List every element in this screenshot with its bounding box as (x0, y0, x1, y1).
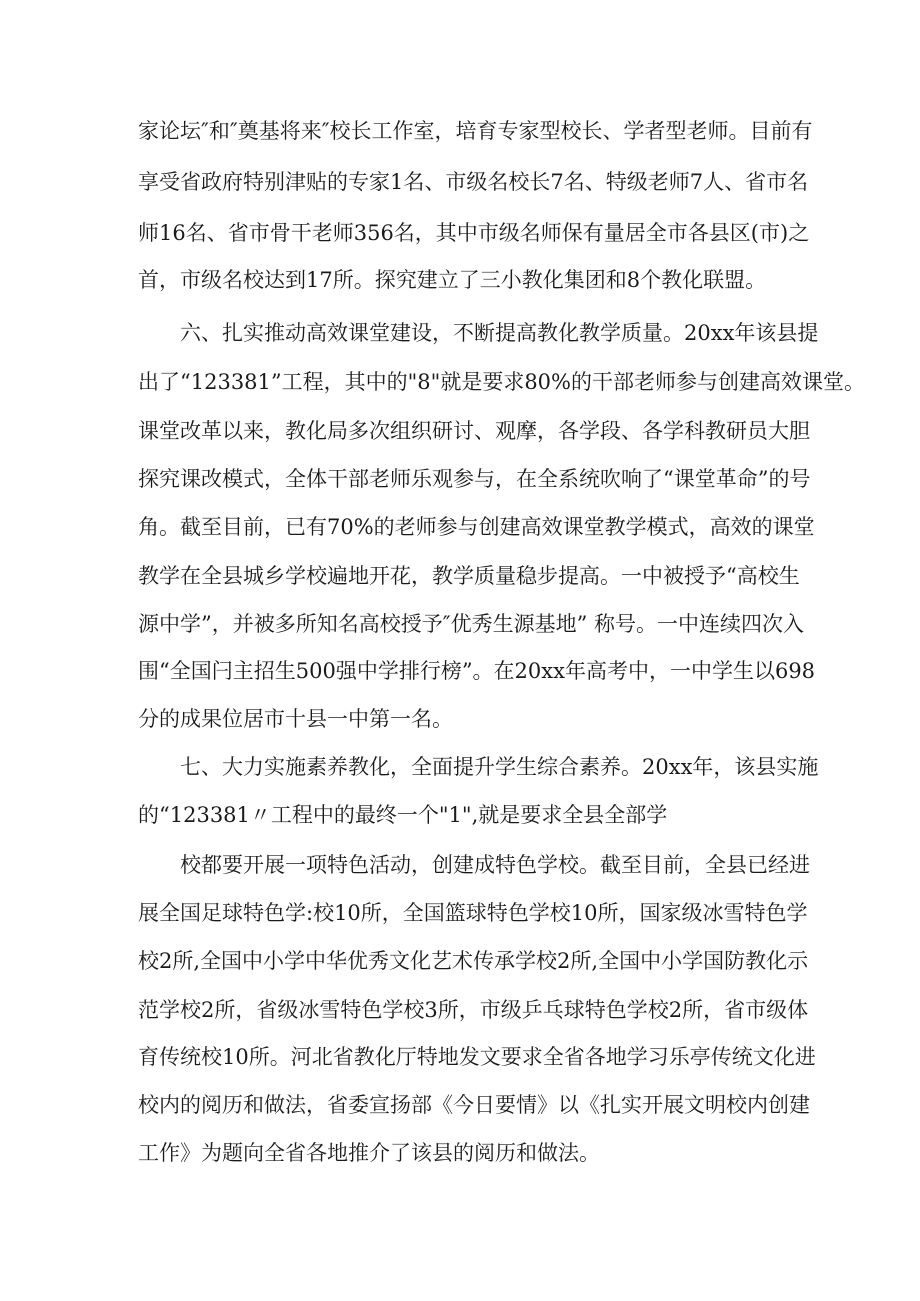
text-line: 校内的阅历和做法，省委宣扬部《今日要情》以《扎实开展文明校内创建 (138, 1093, 810, 1117)
text-line: 围“全国闩主招生500强中学排行榜”。在20xx年高考中，一中学生以698 (138, 659, 816, 683)
text-line: 展全国足球特色学:校10所，全国篮球特色学校10所，国家级冰雪特色学 (138, 901, 808, 925)
text-line: 师16名、省市骨干老师356名，其中市级名师保有量居全市各县区(市)之 (138, 221, 810, 245)
paragraph-seven-first-line: 七、大力实施素养教化，全面提升学生综合素养。20xx年，该县实施 (180, 755, 819, 779)
text-line: 角。截至目前，已有70%的老师参与创建高效课堂教学模式，高效的课堂 (138, 515, 815, 539)
text-line: 课堂改革以来，教化局多次组织研讨、观摩，各学段、各学科教研员大胆 (138, 419, 810, 443)
text-line: 家论坛″和″奠基将来″校长工作室，培育专家型校长、学者型老师。目前有 (138, 119, 813, 143)
text-line: 探究课改模式，全体干部老师乐观参与，在全系统吹响了“课堂革命”的号 (138, 467, 811, 491)
text-line: 工作》为题向全省各地推介了该县的阅历和做法。 (138, 1141, 600, 1165)
paragraph-continuation-first-line: 校都要开展一项特色活动，创建成特色学校。截至目前，全县已经进 (180, 853, 810, 877)
text-line: 享受省政府特别津贴的专家1名、市级名校长7名、特级老师7人、省市名 (138, 170, 809, 194)
text-line: 育传统校10所。河北省教化厅特地发文要求全省各地学习乐亭传统文化进 (138, 1045, 816, 1069)
text-line: 首，市级名校达到17所。探究建立了三小教化集团和8个教化联盟。 (138, 268, 767, 292)
text-line: 分的成果位居市十县一中第一名。 (138, 707, 453, 731)
text-line: 校2所,全国中小学中华优秀文化艺术传承学校2所,全国中小学国防教化示 (138, 949, 809, 973)
text-line: 范学校2所，省级冰雪特色学校3所，市级乒乓球特色学校2所，省市级体 (138, 998, 809, 1022)
text-line: 源中学”，并被多所知名高校授予″优秀生源基地” 称号。一中连续四次入 (138, 612, 804, 636)
paragraph-six-first-line: 六、扎实推动高效课堂建设，不断提高教化教学质量。20xx年该县提 (180, 321, 819, 345)
text-line: 出了“123381”工程，其中的"8"就是要求80%的干部老师参与创建高效课堂。 (138, 370, 865, 394)
text-line: 的“123381〃工程中的最终一个"1",就是要求全县全部学 (138, 803, 668, 827)
text-line: 教学在全县城乡学校遍地开花，教学质量稳步提高。一中被授予“高校生 (138, 564, 800, 588)
